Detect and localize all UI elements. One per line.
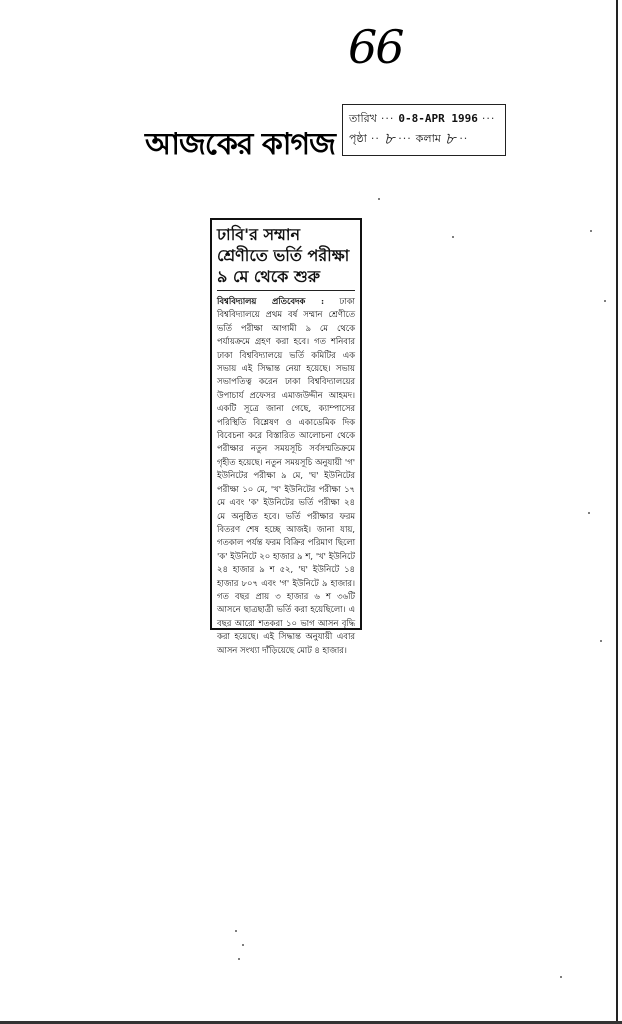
- stamp-page-label: পৃষ্ঠা: [349, 132, 367, 145]
- article-body: [217, 295, 355, 657]
- stamp-dots: ···: [380, 112, 395, 125]
- handwritten-page-number: 66: [348, 20, 403, 74]
- scan-speck: [452, 236, 454, 238]
- stamp-dots: ···: [481, 112, 496, 125]
- stamp-dots: ···: [398, 132, 412, 145]
- scan-speck: [235, 930, 237, 932]
- scan-speck: [590, 230, 592, 232]
- stamp-dots: ··: [370, 132, 380, 145]
- stamp-page-value: ৮: [383, 129, 395, 148]
- article-byline: বিশ্ববিদ্যালয় প্রতিবেদক :: [217, 296, 325, 306]
- page-edge: [616, 0, 618, 1024]
- stamp-date-value: 0-8-APR 1996: [398, 112, 478, 125]
- scan-speck: [238, 958, 240, 960]
- stamp-date-label: তারিখ: [349, 112, 377, 125]
- news-clipping: [210, 218, 362, 655]
- article-headline: ঢাবি'র সম্মান শ্রেণীতে ভর্তি পরীক্ষা ৯ মে থেকে শুরু: [217, 224, 355, 291]
- stamp-page-row: [349, 129, 499, 149]
- newspaper-masthead: আজকের কাগজ: [145, 127, 336, 162]
- scan-speck: [560, 976, 562, 978]
- stamp-column-value: ৮: [444, 129, 456, 148]
- stamp-date-row: [349, 109, 499, 129]
- scan-speck: [600, 640, 602, 642]
- scan-speck: [242, 944, 244, 946]
- stamp-dots: ··: [459, 132, 469, 145]
- scan-speck: [588, 512, 590, 514]
- scan-speck: [378, 198, 380, 200]
- date-stamp: [342, 104, 506, 156]
- article-body-text: ঢাকা বিশ্ববিদ্যালয়ে প্রথম বর্ষ সম্মান শ্রেণীতে ভর্তি পরীক্ষা আগামী ৯ মে থেকে পর্যায়ক্রমে গ্রহণ করা হবে। গত শনিবার ঢাকা বিশ্ববিদ্যালয়ে ভর্তি কমিটির এক সভায় এই সিদ্ধান্ত নেয়া হয়েছে। সভায় সভাপতিত্ব করেন ঢাকা বিশ্ববিদ্যালয়ের উপাচার্য প্রফেসর এমাজউদ্দীন আহমদ। একটি সূত্রে জানা গেছে, ক্যাম্পাসের পরিস্থিতি বিশ্লেষণ ও একাডেমিক দিক বিবেচনা করে বিস্তারিত আলোচনা থেকে পরীক্ষার নতুন সময়সূচি সর্বসম্মতিক্রমে গৃহীত হয়েছে। নতুন সময়সূচি অনুযায়ী 'গ' ইউনিটের পরীক্ষা ৯ মে, 'ঘ' ইউনিটের পরীক্ষা ১০ মে, 'খ' ইউনিটের পরীক্ষা ১৭ মে এবং 'ক' ইউনিটের ভর্তি পরীক্ষা ২৪ মে অনুষ্ঠিত হবে। ভর্তি পরীক্ষার ফরম বিতরণ শেষ হচ্ছে আজই। জানা যায়, গতকাল পর্যন্ত ফরম বিক্রির পরিমাণ ছিলো 'ক' ইউনিটে ২০ হাজার ৯ শ, 'খ' ইউনিটে ২৪ হাজার ৯ শ ৫২, 'ঘ' ইউনিটে ১৪ হাজার ৮০৭ এবং 'গ' ইউনিটে ৯ হাজার। গত বছর প্রায় ৩ হাজার ৬ শ ৩৬টি আসনে ছাত্রছাত্রী ভর্তি করা হয়েছিলো। এ বছর আরো শতকরা ১০ ভাগ আসন বৃদ্ধি করা হয়েছে। এই সিদ্ধান্ত অনুযায়ী এবার আসন সংখ্যা দাঁড়িয়েছে মোট ৪ হাজার।: [217, 296, 355, 655]
- stamp-column-label: কলাম: [415, 132, 441, 145]
- scan-speck: [604, 300, 606, 302]
